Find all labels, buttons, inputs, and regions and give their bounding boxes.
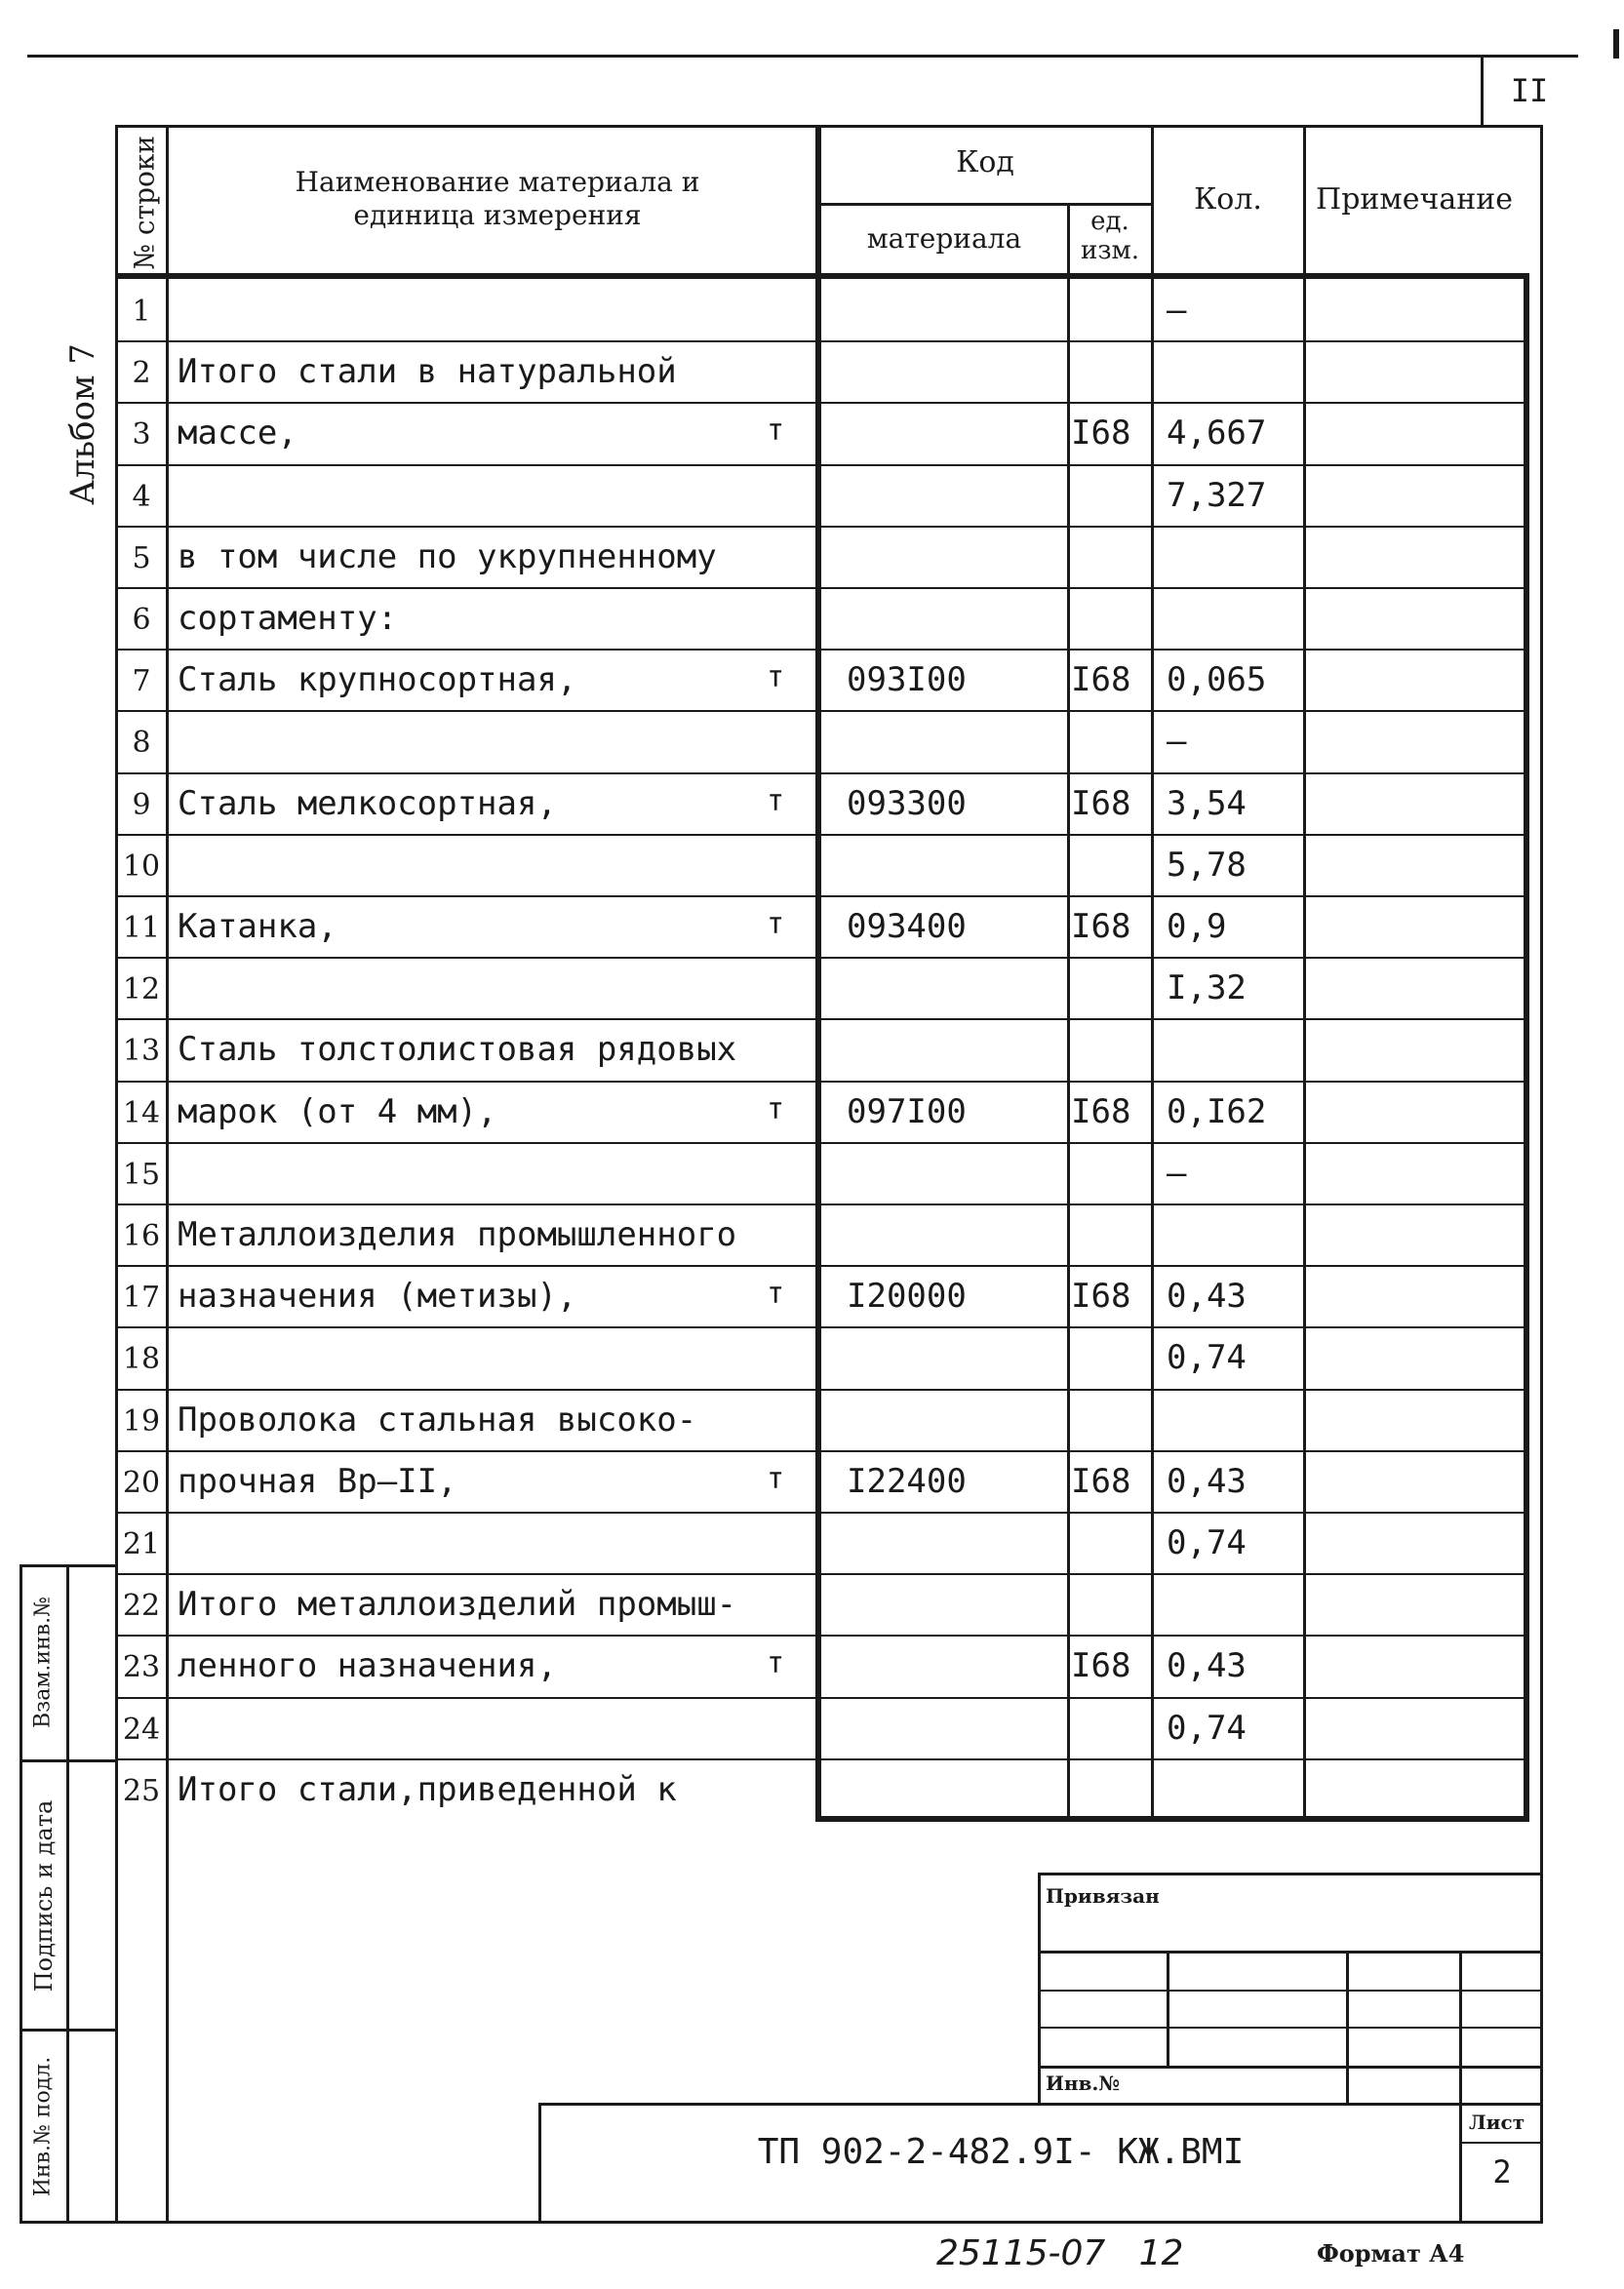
row-number: 2: [132, 356, 151, 390]
unit-code: I68: [1071, 784, 1131, 823]
row-separator: [115, 526, 1527, 528]
row-separator: [115, 1204, 1527, 1205]
col-line-note: [1303, 125, 1306, 1822]
quantity: I,32: [1167, 968, 1247, 1007]
row-separator: [115, 957, 1527, 959]
row-separator: [115, 895, 1527, 897]
stamp-col-3: [1459, 1951, 1462, 2105]
stamp-col-2: [1346, 1951, 1349, 2105]
row-number: 24: [122, 1713, 161, 1747]
header-name: Наименование материала и единица измерения: [295, 166, 700, 231]
material-code: 093300: [847, 784, 967, 823]
material-name: прочная Вр–II,: [178, 1462, 457, 1501]
stamp-col-1: [1167, 1951, 1169, 2066]
row-number: 25: [122, 1774, 161, 1808]
row-separator: [115, 772, 1527, 774]
row-separator: [115, 710, 1527, 712]
material-name: массе,: [178, 414, 297, 453]
unit-code: I68: [1071, 1646, 1131, 1685]
material-unit: т: [767, 1277, 785, 1311]
header-qty: Кол.: [1194, 182, 1262, 217]
page-number: II: [1510, 72, 1549, 109]
unit-code: I68: [1071, 1092, 1131, 1131]
row-number: 23: [122, 1650, 161, 1684]
footer-format: Формат А4: [1317, 2239, 1465, 2268]
row-separator: [115, 1265, 1527, 1267]
quantity: 0,74: [1167, 1709, 1247, 1748]
album-label: Альбом 7: [63, 343, 102, 505]
quantity: –: [1167, 1154, 1187, 1193]
header-top-rule: [115, 125, 1543, 128]
material-code: I22400: [847, 1462, 967, 1501]
table-frame: [115, 125, 1543, 2224]
material-name: Итого стали в натуральной: [178, 352, 677, 391]
material-name: назначения (метизы),: [178, 1277, 577, 1316]
material-name: в том числе по укрупненному: [178, 537, 717, 576]
row-separator: [115, 1512, 1527, 1514]
header-bottom-rule: [115, 273, 1527, 279]
col-line-code: [815, 125, 821, 1822]
material-unit: т: [767, 784, 785, 818]
material-name: Сталь крупносортная,: [178, 660, 577, 699]
row-separator: [115, 1142, 1527, 1144]
material-unit: т: [767, 1462, 785, 1496]
material-name: Итого металлоизделий промыш-: [178, 1585, 737, 1624]
row-number: 16: [122, 1219, 161, 1253]
material-name: Проволока стальная высоко-: [178, 1401, 697, 1440]
material-name: марок (от 4 мм),: [178, 1092, 497, 1131]
row-separator: [115, 1326, 1527, 1328]
header-material: материала: [866, 222, 1022, 255]
material-code: 093400: [847, 907, 967, 946]
row-number: 12: [122, 972, 161, 1006]
stamp-doc-code: ТП 902-2-482.9I- КЖ.ВМI: [757, 2132, 1245, 2172]
unit-code: I68: [1071, 660, 1131, 699]
material-unit: т: [767, 660, 785, 694]
row-number: 18: [122, 1342, 161, 1376]
row-number: 9: [132, 788, 151, 822]
header-note: Примечание: [1316, 182, 1513, 217]
row-separator: [115, 1758, 1527, 1760]
row-separator: [115, 587, 1527, 589]
side-label-podpis: Подпись и дата: [30, 1799, 58, 1993]
stamp-list-left: [1459, 2103, 1462, 2224]
header-code-split: [815, 203, 1153, 206]
stamp-row-4: [1038, 2066, 1543, 2069]
stamp-row-2: [1038, 1990, 1543, 1992]
row-separator: [115, 1018, 1527, 1020]
row-separator: [115, 402, 1527, 404]
footer-handwritten: 25115-07 12: [936, 2233, 1184, 2273]
quantity: 7,327: [1167, 476, 1267, 515]
row-number: 11: [122, 911, 161, 945]
row-number: 19: [122, 1404, 161, 1439]
material-unit: т: [767, 1646, 785, 1680]
quantity: –: [1167, 722, 1187, 761]
col-line-qty: [1151, 125, 1154, 1822]
row-separator: [115, 1450, 1527, 1452]
material-name: Итого стали,приведенной к: [178, 1770, 677, 1809]
material-name: Сталь мелкосортная,: [178, 784, 557, 823]
quantity: 0,74: [1167, 1523, 1247, 1562]
row-separator: [115, 340, 1527, 342]
side-panel-mid: [66, 1564, 69, 2224]
material-name: Сталь толстолистовая рядовых: [178, 1030, 737, 1069]
row-number: 17: [122, 1281, 161, 1315]
quantity: 5,78: [1167, 846, 1247, 885]
quantity: 0,065: [1167, 660, 1267, 699]
material-name: ленного назначения,: [178, 1646, 557, 1685]
row-number: 20: [122, 1466, 161, 1500]
unit-code: I68: [1071, 907, 1131, 946]
row-number: 14: [122, 1096, 161, 1130]
quantity: 0,43: [1167, 1462, 1247, 1501]
row-number: 7: [132, 664, 151, 698]
material-unit: т: [767, 907, 785, 941]
row-separator: [115, 834, 1527, 836]
row-separator: [115, 464, 1527, 466]
table-bottom-rule: [815, 1816, 1529, 1822]
row-number: 22: [122, 1589, 161, 1623]
row-separator: [115, 1389, 1527, 1391]
quantity: –: [1167, 291, 1187, 330]
row-number: 21: [122, 1527, 161, 1561]
row-number: 13: [122, 1034, 161, 1068]
material-code: I20000: [847, 1277, 967, 1316]
stamp-inv-no: Инв.№: [1046, 2072, 1121, 2095]
quantity: 0,9: [1167, 907, 1227, 946]
unit-code: I68: [1071, 414, 1131, 453]
row-separator: [115, 1573, 1527, 1575]
row-number: 5: [132, 541, 151, 575]
material-code: 097I00: [847, 1092, 967, 1131]
stamp-main-top: [538, 2103, 1543, 2106]
material-name: Катанка,: [178, 907, 337, 946]
header-code: Код: [956, 145, 1014, 179]
top-rule: [27, 55, 1578, 58]
stamp-list-split: [1459, 2142, 1543, 2144]
unit-code: I68: [1071, 1462, 1131, 1501]
material-name: Металлоизделия промышленного: [178, 1215, 737, 1254]
material-code: 093I00: [847, 660, 967, 699]
unit-code: I68: [1071, 1277, 1131, 1316]
col-line-unit: [1067, 205, 1070, 1822]
header-row-no: № строки: [128, 135, 161, 270]
row-number: 8: [132, 726, 151, 760]
quantity: 3,54: [1167, 784, 1247, 823]
row-number: 4: [132, 480, 151, 514]
quantity: 0,I62: [1167, 1092, 1267, 1131]
stamp-list-label: Лист: [1469, 2111, 1525, 2134]
side-label-inv: Инв.№ подл.: [30, 2056, 56, 2197]
quantity: 4,667: [1167, 414, 1267, 453]
quantity: 0,74: [1167, 1338, 1247, 1377]
stamp-row-1: [1038, 1951, 1543, 1954]
stamp-top-rule: [1038, 1873, 1543, 1875]
row-separator: [115, 1635, 1527, 1637]
row-separator: [115, 1697, 1527, 1699]
edge-mark: [1613, 29, 1619, 59]
quantity: 0,43: [1167, 1277, 1247, 1316]
row-number: 10: [122, 849, 161, 884]
row-number: 1: [132, 295, 151, 329]
side-label-vzam: Взам.инв.№: [30, 1597, 56, 1728]
page-box-left: [1481, 55, 1484, 125]
stamp-left-upper: [1038, 1873, 1041, 2105]
col-line-right-bold: [1524, 273, 1529, 1822]
material-name: сортаменту:: [178, 599, 398, 638]
header-unit: ед. изм.: [1081, 207, 1139, 265]
row-separator: [115, 1081, 1527, 1083]
row-number: 3: [132, 417, 151, 452]
row-number: 15: [122, 1158, 161, 1192]
row-separator: [115, 649, 1527, 651]
quantity: 0,43: [1167, 1646, 1247, 1685]
stamp-list-no: 2: [1492, 2153, 1512, 2190]
side-panel-left: [20, 1564, 22, 2224]
stamp-privyazan: Привязан: [1046, 1884, 1160, 1908]
stamp-main-left: [538, 2103, 541, 2224]
material-unit: т: [767, 414, 785, 448]
row-number: 6: [132, 603, 151, 637]
stamp-row-3: [1038, 2027, 1543, 2029]
material-unit: т: [767, 1092, 785, 1126]
